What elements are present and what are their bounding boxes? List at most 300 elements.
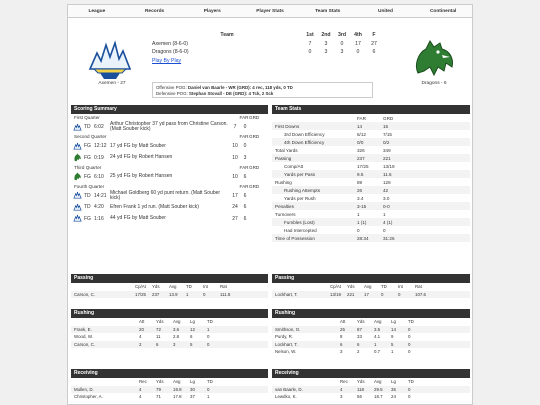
quarter-name: Second Quarter — [74, 134, 107, 140]
scoreboard-row-home — [152, 40, 384, 49]
stat-header-cell: Lg — [391, 319, 396, 325]
stat-cell: 0.7 — [374, 349, 381, 355]
team-stat-far: 26 — [357, 187, 363, 193]
stat-cell: 29.5 — [374, 386, 383, 392]
play-description: 17 yd FG by Matt Souber — [110, 142, 166, 149]
team-stat-far: 28:34 — [357, 235, 369, 241]
stat-cell: 0 — [207, 386, 210, 392]
team-stat-row — [272, 218, 470, 226]
stat-table-row — [272, 291, 470, 299]
team-stat-row — [272, 234, 470, 242]
stat-cell: 19.8 — [173, 386, 182, 392]
header-team: Team — [220, 32, 234, 39]
stat-cell: 2 — [139, 341, 142, 347]
player-name[interactable]: Purdy, R. — [275, 334, 293, 340]
stat-table-title: Rushing — [272, 309, 470, 318]
team-stat-far: 1 (1) — [357, 219, 367, 225]
far-score: 27 — [232, 215, 238, 222]
play-time: 14:21 — [94, 192, 107, 199]
team-stat-label: Had Intercepted — [284, 227, 317, 233]
stat-header-cell: TD — [186, 284, 192, 290]
score-q3: 3 — [340, 49, 344, 56]
stat-cell: 118 — [357, 386, 364, 392]
grd-score: 6 — [243, 192, 247, 199]
team-stat-row — [272, 210, 470, 218]
scoring-summary-title: Scoring Summary — [71, 105, 268, 114]
team-stat-far: 0 — [357, 227, 360, 233]
team-stat-far: 1 — [357, 211, 360, 217]
player-name[interactable]: van Baarle, D. — [275, 386, 303, 392]
stat-table-row — [272, 341, 470, 349]
team-stat-far: 14 — [357, 123, 363, 129]
stat-cell: 4.1 — [374, 334, 381, 340]
team-stats-header — [272, 114, 470, 122]
score-q4: 17 — [355, 40, 361, 47]
stat-cell: 2 — [357, 349, 360, 355]
stat-header-cell: Rec — [340, 379, 348, 385]
stat-header-cell: TD — [408, 379, 414, 385]
scoreboard — [152, 31, 384, 65]
stat-header-cell: Avg — [374, 319, 382, 325]
defensive-pog — [156, 91, 369, 97]
stat-cell: 221 — [347, 291, 355, 297]
stat-cell: 3 — [340, 394, 343, 400]
rushing-far-panel — [71, 309, 268, 348]
stat-cell: 6 — [357, 341, 360, 347]
stat-cell: 0 — [408, 386, 411, 392]
stat-cell: 18.7 — [374, 394, 383, 400]
team-stat-label: 4th Down Efficiency — [284, 139, 325, 145]
play-type: FG — [84, 173, 91, 180]
stat-cell: 1 — [374, 341, 377, 347]
play-type: FG — [84, 215, 91, 222]
stat-header-cell: Lg — [190, 379, 195, 385]
stat-cell: 2.8 — [173, 334, 180, 340]
player-name[interactable]: Lockhart, T. — [275, 291, 298, 297]
far-score: 10 — [232, 154, 238, 161]
scoring-play — [71, 171, 268, 183]
quarter-header — [71, 164, 268, 172]
axemen-small-icon — [73, 123, 82, 132]
player-name[interactable]: Smithson, O. — [275, 326, 301, 332]
stat-cell: 111.8 — [220, 291, 231, 297]
stat-header-cell: Rat — [220, 284, 227, 290]
passing-far-panel — [71, 274, 268, 298]
stat-cell: 0 — [207, 341, 210, 347]
stat-table-header — [71, 378, 268, 386]
stat-cell: 17 — [364, 291, 369, 297]
far-header: FAR — [239, 164, 249, 170]
grd-score: 6 — [243, 204, 247, 211]
stat-header-cell: TD — [381, 284, 387, 290]
stat-cell: 6 — [156, 341, 159, 347]
stat-header-cell: Avg — [173, 319, 181, 325]
stat-table-row — [71, 341, 268, 349]
grd-score: 0 — [243, 143, 247, 150]
stat-cell: 3 — [173, 341, 176, 347]
grd-header: GRD — [249, 134, 260, 140]
team-stat-row — [272, 138, 470, 146]
stat-cell: 37 — [190, 394, 195, 400]
team-stat-far: 326 — [357, 147, 365, 153]
stat-cell: 87 — [357, 326, 362, 332]
team-name: Axemen (8-6-0) — [152, 40, 189, 47]
scoring-play — [71, 141, 268, 153]
scoring-play — [71, 202, 268, 214]
team-stat-row — [272, 186, 470, 194]
team-stat-label: Yards per Rush — [284, 195, 316, 201]
offensive-pog-value[interactable]: Daniel van Baarle - WR (GRD): 4 rec, 118 yds, 0 TD — [187, 85, 293, 90]
stat-cell: 33 — [357, 334, 362, 340]
team-stat-grd: 128 — [383, 179, 391, 185]
player-name[interactable]: Lockhart, T. — [275, 341, 298, 347]
scoring-play — [71, 122, 268, 134]
stat-header-cell: Int — [398, 284, 403, 290]
play-time: 6:02 — [94, 124, 104, 131]
nav-item[interactable]: Continental — [429, 9, 457, 14]
score-q3: 0 — [340, 40, 344, 47]
team-stat-far: 3-15 — [357, 203, 367, 209]
stat-cell: 0 — [381, 291, 384, 297]
stat-cell: 14 — [391, 326, 396, 332]
team-stat-label: Fumbles (Lost) — [284, 219, 315, 225]
player-name[interactable]: Mullen, D. — [74, 386, 94, 392]
away-team-label: Dragons - 6 — [421, 81, 447, 86]
stat-header-cell: Avg — [364, 284, 372, 290]
offensive-pog-label: Offensive POG: — [156, 85, 187, 90]
team-stat-grd: 42 — [383, 187, 389, 193]
team-stat-far: 9.5 — [357, 171, 364, 177]
stat-header-cell: Yds — [347, 284, 355, 290]
grd-header: GRD — [249, 115, 260, 121]
play-type: FG — [84, 143, 91, 150]
stat-cell: 4 — [139, 394, 142, 400]
team-stat-far: 89 — [357, 179, 363, 185]
scoring-play — [71, 213, 268, 225]
play-type: TD — [84, 192, 91, 199]
team-stat-row — [272, 130, 470, 138]
team-stats-far-header: FAR — [357, 115, 366, 121]
nav-item[interactable]: Player Stats — [256, 9, 284, 14]
axemen-logo-icon — [82, 39, 138, 81]
team-name: Dragons (8-6-0) — [152, 49, 189, 56]
header-final: F — [372, 32, 376, 39]
stat-cell: 0 — [207, 334, 210, 340]
far-score: 10 — [232, 173, 238, 180]
score-q1: 0 — [308, 49, 312, 56]
team-stat-grd: 13/19 — [383, 163, 395, 169]
players-of-game — [152, 82, 373, 98]
receiving-grd-panel — [272, 369, 470, 401]
nav-item[interactable]: League — [88, 9, 106, 14]
play-description: Efren Frank 1 yd run. (Matt Souber kick) — [110, 203, 199, 210]
far-header: FAR — [239, 115, 249, 121]
team-stat-grd: 0/2 — [383, 139, 390, 145]
stat-cell: 0 — [408, 349, 411, 355]
team-stat-grd: 7/15 — [383, 131, 392, 137]
play-description: 44 yd FG by Matt Souber — [110, 215, 166, 222]
player-name[interactable]: Nelson, W. — [275, 349, 297, 355]
stat-cell: 4 — [340, 386, 343, 392]
play-type: TD — [84, 204, 91, 211]
stat-header-cell: Rat — [415, 284, 422, 290]
stat-cell: 107.6 — [415, 291, 426, 297]
far-score: 17 — [232, 192, 238, 199]
nav-item[interactable]: Team Stats — [315, 9, 341, 14]
far-header: FAR — [239, 183, 249, 189]
team-stat-label: Passing — [275, 155, 292, 161]
stat-cell: 1 — [391, 349, 394, 355]
stat-table-row — [71, 291, 268, 299]
stat-cell: 5 — [391, 341, 394, 347]
team-stat-row — [272, 162, 470, 170]
team-stat-row — [272, 226, 470, 234]
stat-cell: 8 — [340, 334, 343, 340]
stat-cell: 56 — [357, 394, 362, 400]
scoreboard-header — [152, 31, 384, 40]
stat-table-row — [272, 333, 470, 341]
nav-item[interactable]: Records — [144, 9, 165, 14]
stat-header-cell: Cp/At — [330, 284, 341, 290]
stat-cell: 0 — [408, 394, 411, 400]
stat-cell: 9 — [391, 334, 394, 340]
team-stat-grd: 1 — [383, 211, 386, 217]
team-stat-label: Yards per Pass — [284, 171, 316, 177]
pbp-row — [152, 57, 384, 66]
stat-table-title: Rushing — [71, 309, 268, 318]
stat-header-cell: Avg — [173, 379, 181, 385]
stat-cell: 12 — [190, 326, 195, 332]
play-time: 4:20 — [94, 204, 104, 211]
score-final: 27 — [371, 40, 377, 47]
grd-header: GRD — [249, 183, 260, 189]
stat-table-row — [71, 326, 268, 334]
play-time: 0:19 — [94, 154, 104, 161]
team-stat-grd: 0-0 — [383, 203, 390, 209]
stat-cell: 0 — [398, 291, 401, 297]
axemen-small-icon — [73, 203, 82, 212]
header-q1: 1st — [306, 32, 314, 39]
team-stat-label: Total Yards — [275, 147, 298, 153]
play-type: FG — [84, 154, 91, 161]
stat-header-cell: Yds — [357, 379, 365, 385]
defensive-pog-value[interactable]: Stephan Stovall - DE (GRD): 4 Tck, 2 Sck — [188, 90, 274, 96]
stat-header-cell: Lg — [391, 379, 396, 385]
stat-table-title: Passing — [272, 274, 470, 283]
team-stat-far: 17/25 — [357, 163, 369, 169]
stat-cell: 0 — [408, 341, 411, 347]
team-stat-label: Turnovers — [275, 211, 296, 217]
team-stat-grd: 3.0 — [383, 195, 390, 201]
stat-table-header — [272, 318, 470, 326]
grd-score: 3 — [243, 154, 247, 161]
stat-cell: 6 — [340, 341, 343, 347]
axemen-logo — [82, 39, 138, 81]
passing-grd-panel — [272, 274, 470, 298]
dragons-logo-icon — [408, 37, 460, 79]
team-stat-far: 6/12 — [357, 131, 366, 137]
team-stat-row — [272, 146, 470, 154]
quarter-name: Third Quarter — [74, 164, 102, 170]
grd-score: 0 — [243, 124, 247, 131]
stat-header-cell: Lg — [190, 319, 195, 325]
axemen-small-icon — [73, 191, 82, 200]
team-stat-grd: 0 — [383, 227, 386, 233]
scoring-play — [71, 152, 268, 164]
score-q2: 3 — [324, 40, 328, 47]
stat-header-cell: TD — [207, 319, 213, 325]
score-q4: 0 — [356, 49, 360, 56]
score-q2: 3 — [324, 49, 328, 56]
team-stat-label: First Downs — [275, 123, 300, 129]
play-time: 1:16 — [94, 215, 104, 222]
team-stat-row — [272, 178, 470, 186]
stat-cell: 0 — [203, 291, 206, 297]
player-name[interactable]: Carson, C. — [74, 291, 95, 297]
stat-cell: 30 — [190, 386, 195, 392]
stat-table-header — [71, 318, 268, 326]
stat-cell: 3.5 — [374, 326, 381, 332]
stat-table-row — [71, 333, 268, 341]
stat-cell: 71 — [156, 394, 161, 400]
team-stat-label: Comp/Att — [284, 163, 304, 169]
header-q3: 3rd — [337, 32, 347, 39]
dragons-small-icon — [73, 172, 82, 181]
play-description: 25 yd FG by Robert Hansen — [110, 173, 173, 180]
team-stats-body — [272, 122, 470, 242]
grd-score: 6 — [243, 215, 247, 222]
stat-table-row — [272, 386, 470, 394]
play-type: TD — [84, 124, 91, 131]
box-score-page — [67, 4, 473, 405]
play-time: 6:10 — [94, 173, 104, 180]
player-name[interactable]: Lewdko, K. — [275, 394, 297, 400]
scoring-play — [71, 190, 268, 202]
stat-table-header — [71, 283, 268, 291]
stat-cell: 72 — [156, 326, 161, 332]
stat-cell: 24 — [391, 394, 396, 400]
play-description: Michael Goldberg 60 yd punt return. (Matt Souber kick) — [110, 189, 221, 201]
far-score: 24 — [232, 204, 238, 211]
stat-cell: 5 — [190, 341, 193, 347]
quarter-header — [71, 183, 268, 191]
top-nav — [68, 5, 472, 18]
team-stat-row — [272, 154, 470, 162]
team-stat-grd: 349 — [383, 147, 391, 153]
stat-cell: 0 — [408, 334, 411, 340]
stat-cell: 11 — [156, 334, 161, 340]
team-stat-label: Penalties — [275, 203, 294, 209]
far-score: 10 — [232, 143, 238, 150]
team-stat-row — [272, 122, 470, 130]
stat-cell: 237 — [152, 291, 160, 297]
stat-header-cell: Int — [203, 284, 208, 290]
team-stat-grd: 31:26 — [383, 235, 395, 241]
stat-header-cell: Avg — [169, 284, 177, 290]
team-stat-label: Time of Possession — [275, 235, 315, 241]
team-stat-grd: 221 — [383, 155, 391, 161]
stat-cell: 79 — [156, 386, 161, 392]
far-header: FAR — [239, 134, 249, 140]
team-stats-panel — [272, 105, 470, 242]
stat-cell: 3 — [340, 349, 343, 355]
header-q4: 4th — [354, 32, 362, 39]
stat-header-cell: Cp/At — [135, 284, 146, 290]
player-name[interactable]: Wood, W. — [74, 334, 93, 340]
team-stats-title: Team Stats — [272, 105, 470, 114]
stat-cell: 20 — [139, 326, 144, 332]
player-name[interactable]: Frank, E. — [74, 326, 92, 332]
stat-header-cell: TD — [408, 319, 414, 325]
dragons-logo — [408, 37, 460, 79]
stat-table-row — [71, 386, 268, 394]
header-q2: 2nd — [321, 32, 331, 39]
play-description: 24 yd FG by Robert Hansen — [110, 154, 173, 161]
team-stat-far: 237 — [357, 155, 365, 161]
stat-cell: 6 — [190, 334, 193, 340]
stat-table-title: Passing — [71, 274, 268, 283]
axemen-small-icon — [73, 142, 82, 151]
score-final: 6 — [372, 49, 376, 56]
team-stat-row — [272, 170, 470, 178]
stat-table-header — [272, 283, 470, 291]
stat-table-title: Receiving — [71, 369, 268, 378]
stat-header-cell: Yds — [357, 319, 365, 325]
stat-cell: 13/19 — [330, 291, 341, 297]
far-score: 7 — [233, 124, 237, 131]
team-stat-far: 0/0 — [357, 139, 364, 145]
stat-header-cell: Yds — [156, 319, 164, 325]
dragons-small-icon — [73, 153, 82, 162]
stat-cell: 1 — [207, 394, 210, 400]
nav-item[interactable]: United — [377, 9, 393, 14]
play-description: Arthur Christopher 37 yd pass from Christine Carson. (Matt Souber kick) — [110, 121, 228, 133]
stat-cell: 4 — [139, 386, 142, 392]
stat-table-row — [272, 326, 470, 334]
scoring-summary-panel — [71, 105, 268, 225]
nav-item[interactable]: Players — [203, 9, 221, 14]
stat-cell: 17/25 — [135, 291, 146, 297]
quarter-name: Fourth Quarter — [74, 183, 105, 189]
team-stat-row — [272, 202, 470, 210]
team-stat-row — [272, 194, 470, 202]
team-stat-grd: 11.6 — [383, 171, 392, 177]
stat-header-cell: Rec — [139, 379, 147, 385]
stat-table-row — [272, 393, 470, 401]
stat-cell: 35 — [391, 386, 396, 392]
player-name[interactable]: Carson, C. — [74, 341, 95, 347]
play-time: 12:12 — [94, 143, 107, 150]
stat-cell: 13.9 — [169, 291, 178, 297]
team-stat-grd: 4 (1) — [383, 219, 393, 225]
stat-cell: 4 — [139, 334, 142, 340]
grd-score: 6 — [243, 173, 247, 180]
receiving-far-panel — [71, 369, 268, 401]
team-stat-label: 3rd Down Efficiency — [284, 131, 325, 137]
stat-header-cell: Yds — [152, 284, 160, 290]
stat-header-cell: Avg — [374, 379, 382, 385]
play-by-play-link[interactable]: Play By Play — [152, 57, 182, 64]
quarter-header — [71, 133, 268, 141]
rushing-grd-panel — [272, 309, 470, 356]
team-stat-far: 3.4 — [357, 195, 364, 201]
stat-header-cell: TD — [207, 379, 213, 385]
home-team-label: Axemen - 27 — [98, 81, 126, 86]
defensive-pog-label: Defensive POG: — [156, 90, 188, 96]
player-name[interactable]: Christopher, A. — [74, 394, 103, 400]
stat-cell: 25 — [340, 326, 345, 332]
stat-header-cell: Att — [139, 319, 145, 325]
